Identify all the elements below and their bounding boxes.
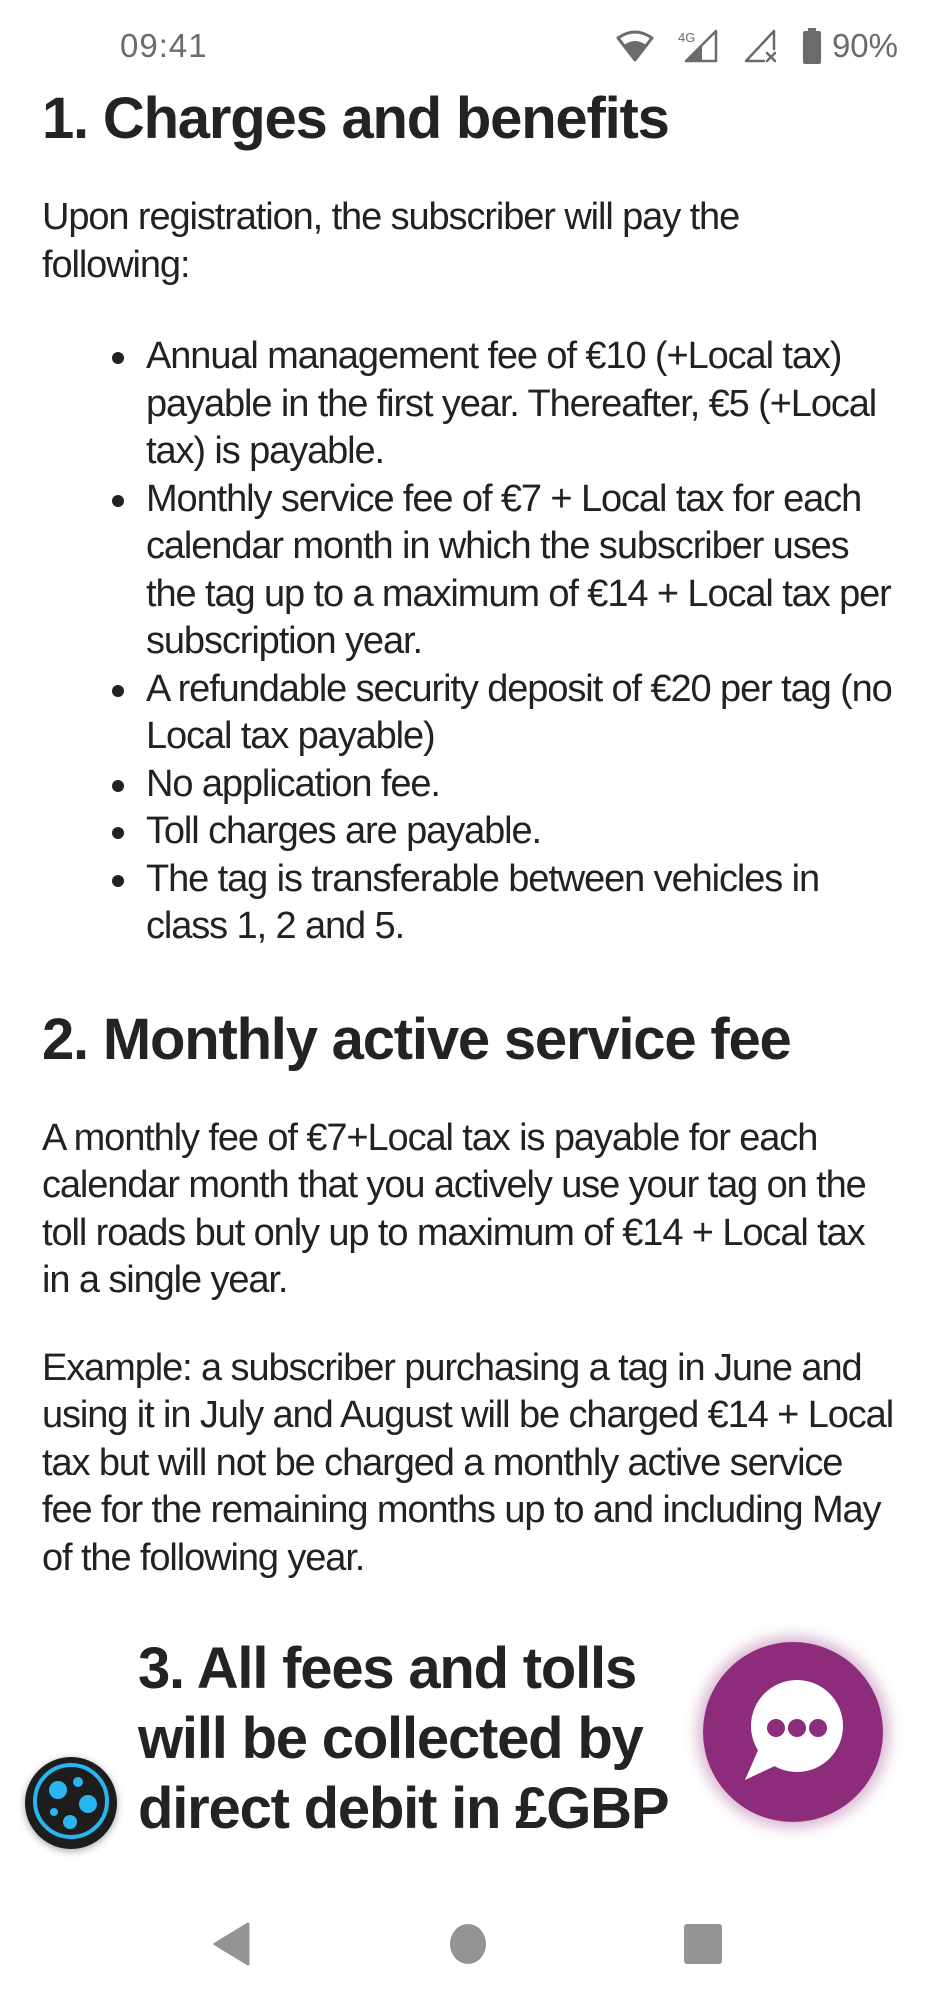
battery-percent: 90% xyxy=(831,27,898,64)
section-1-heading: 1. Charges and benefits xyxy=(42,86,669,151)
bullet-icon xyxy=(112,495,124,507)
battery-icon xyxy=(802,28,822,64)
back-button[interactable] xyxy=(202,1916,262,1976)
home-icon xyxy=(448,1923,488,1970)
list-item-text: Monthly service fee of €7 + Local tax for each calendar month in which the subscriber uses the tag up to a maximum of €14 + Local tax per subscription year. xyxy=(146,477,891,662)
bullet-icon xyxy=(112,685,124,697)
network-type-label: 4G xyxy=(677,30,696,45)
recents-button[interactable] xyxy=(673,1916,733,1976)
section-2-heading: 2. Monthly active service fee xyxy=(42,1006,791,1072)
list-item xyxy=(146,666,894,761)
bullet-icon xyxy=(112,875,124,887)
section-1-intro: Upon registration, the subscriber will pay the following: xyxy=(42,196,740,286)
list-item-text: No application fee. xyxy=(146,762,440,805)
accessibility-button[interactable] xyxy=(25,1757,117,1849)
section-2-paragraph: A monthly fee of €7+Local tax is payable for each calendar month that you actively use your tag on the toll roads but only up to maximum of €14 + Local tax in a single year. xyxy=(42,1116,866,1301)
page-content[interactable] xyxy=(0,78,936,1876)
list-item xyxy=(146,808,894,856)
list-item-text: The tag is transferable between vehicles in class 1, 2 and 5. xyxy=(146,857,819,947)
signal-4g-icon xyxy=(678,29,718,63)
list-item-text: Annual management fee of €10 (+Local tax) payable in the first year. Thereafter, €5 (+Local tax) is payable. xyxy=(146,335,877,472)
status-time: 09:41 xyxy=(120,27,208,64)
section-3-heading: 3. All fees and tolls will be collected by direct debit in £GBP xyxy=(138,1636,669,1841)
list-item xyxy=(146,856,894,951)
list-item xyxy=(146,333,894,476)
list-item xyxy=(146,761,894,809)
bullet-icon xyxy=(112,780,124,792)
signal-no-sim-icon xyxy=(742,29,778,63)
status-bar xyxy=(0,0,936,78)
home-button[interactable] xyxy=(438,1916,498,1976)
list-item-text: Toll charges are payable. xyxy=(146,810,541,852)
bullet-icon xyxy=(112,827,124,839)
list-item-text: A refundable security deposit of €20 per tag (no Local tax payable) xyxy=(146,667,892,757)
list-item xyxy=(146,476,894,666)
navigation-bar xyxy=(0,1876,936,2000)
wifi-icon xyxy=(616,30,654,62)
status-icons xyxy=(616,24,898,68)
back-icon xyxy=(212,1922,252,1971)
chat-button[interactable] xyxy=(703,1642,883,1822)
section-2-example: Example: a subscriber purchasing a tag in June and using it in July and August will be charged €14 + Local tax but will not be charged a monthly active service fee for the remaining months up to and including May of the following year. xyxy=(42,1346,894,1579)
accessibility-icon xyxy=(30,1760,112,1847)
bullet-icon xyxy=(112,352,124,364)
charges-list xyxy=(42,333,894,951)
chat-bubble-icon xyxy=(739,1678,847,1787)
recents-icon xyxy=(683,1923,723,1970)
